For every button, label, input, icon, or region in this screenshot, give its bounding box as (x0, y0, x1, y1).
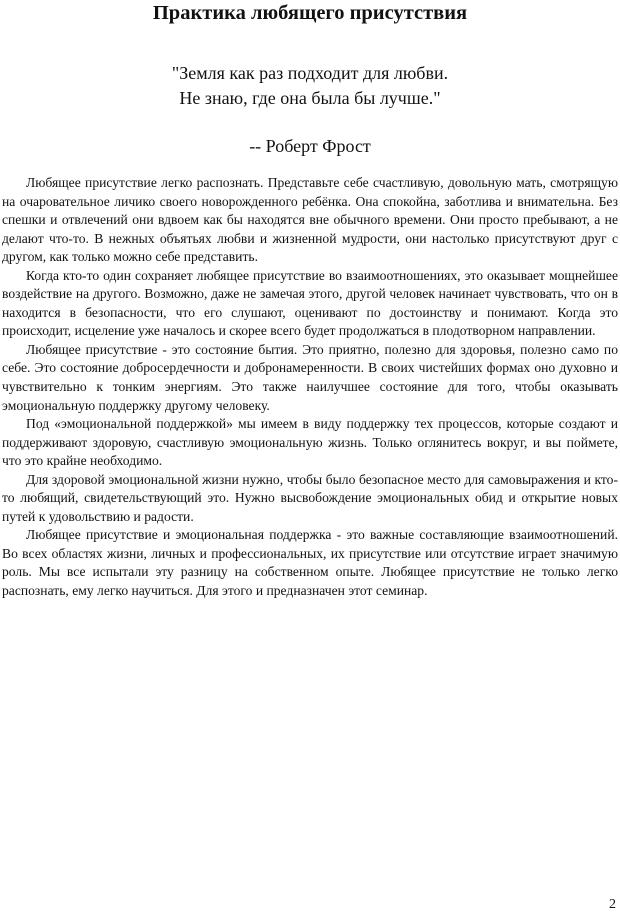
paragraph-3: Любящее присутствие - это состояние бытия. Это приятно, полезно для здоровья, полезно само по себе. Это состояние добросердечности и добронамеренности. В своих чистейших формах оно духовно и чувствительно к тонким энергиям. Это также наилучшее состояние для того, чтобы оказывать эмоциональную поддержку другому человеку. (2, 341, 618, 413)
epigraph-line-1: "Земля как раз подходит для любви. (171, 63, 449, 83)
epigraph-quote (0, 61, 620, 111)
body-text (2, 174, 618, 601)
paragraph-5: Для здоровой эмоциональной жизни нужно, чтобы было безопасное место для самовыражения и кто-то любящий, свидетельствующий это. Нужно высвобождение эмоциональных обид и открытие новых путей к удовольствию и радости. (2, 471, 618, 524)
page-title: Практика любящего присутствия (152, 2, 468, 24)
paragraph-4: Под «эмоциональной поддержкой» мы имеем в виду поддержку тех процессов, которые создают и поддерживают здоровую, счастливую эмоциональную жизнь. Только оглянитесь вокруг, и вы поймете, что это крайне необходимо. (2, 416, 618, 469)
epigraph-author: -- Роберт Фрост (249, 136, 371, 156)
paragraph-1: Любящее присутствие легко распознать. Представьте себе счастливую, довольную мать, смотрящую на очаровательное личико своего новорожденного ребёнка. Она спокойна, заботлива и внимательна. Без спешки и отвлечений они вдвоем как бы находятся вне обычного времени. Они просто пребывают, а не делают что-то. В нежных объятьях любви и жизненной мудрости, они настолько присутствуют друг с другом, как только можно себе представить. (2, 175, 618, 265)
page-number: 2 (609, 897, 616, 912)
epigraph-line-2: Не знаю, где она была бы лучше." (179, 88, 441, 108)
paragraph-2: Когда кто-то один сохраняет любящее присутствие во взаимоотношениях, это оказывает мощнейшее воздействие на другого. Возможно, даже не замечая этого, другой человек начинает чувствовать, что он в находится в безопасности, что его слушают, оценивают по достоинству и понимают. Когда это происходит, исцеление уже началось и скорее всего будет продолжаться в плодотворном направлении. (2, 267, 618, 339)
paragraph-6: Любящее присутствие и эмоциональная поддержка - это важные составляющие взаимоотношений. Во всех областях жизни, личных и профессиональных, их присутствие или отсутствие играет значимую роль. Мы все испытали эту разницу на собственном опыте. Любящее присутствие не только легко распознать, ему легко научиться. Для этого и предназначен этот семинар. (2, 527, 618, 599)
